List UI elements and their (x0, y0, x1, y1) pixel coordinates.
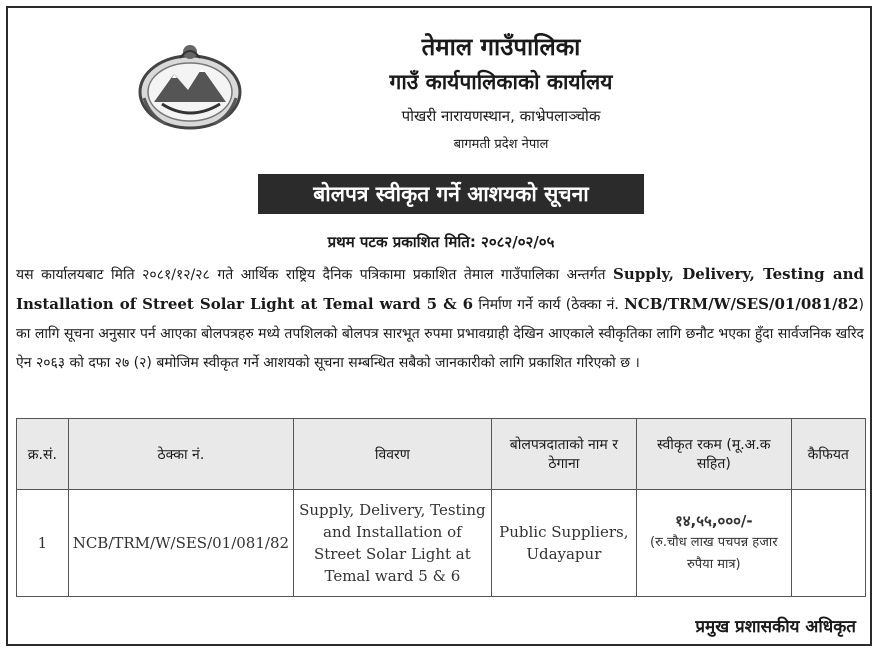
contract-number: NCB/TRM/W/SES/01/081/82 (624, 295, 859, 313)
office-name: तेमाल गाउँपालिका (421, 33, 581, 61)
body-text-part3: ) का लागि सूचना अनुसार पर्न आएका बोलपत्रहरु मध्ये तपशिलको बोलपत्र सारभूत रुपमा प्रभावग्राही देखिन आएकाले स्वीकृतिका लागि छनौट भएका हुँदा सार्वजनिक खरिद ऐन २०६३ को दफा २७ (२) बमोजिम स्वीकृत गर्ने आशयको सूचना सम्बन्धित सबैको जानकारीको लागि प्रकाशित गरिएको छ । (16, 297, 864, 371)
province-name: बागमती प्रदेश नेपाल (453, 137, 549, 152)
body-text-part1: यस कार्यालयबाट मिति २०८१/१२/२८ गते आर्थिक राष्ट्रिय दैनिक पत्रिकामा प्रकाशित तेमाल गाउँपालिका अन्तर्गत (16, 267, 614, 283)
header-bidder: बोलपत्रदाताको नाम र ठेगाना (491, 419, 636, 490)
header-remarks: कैफियत (791, 419, 865, 490)
project-name: Supply, Delivery, Testing and Installation of Street Solar Light at Temal ward 5 & 6 (16, 265, 864, 313)
table-row (17, 490, 866, 597)
cell-amount (637, 490, 792, 597)
table-header-row (17, 419, 866, 490)
notice-body (16, 260, 864, 378)
amount-in-words: (रु.चौध लाख पचपन्न हजार रुपैया मात्र) (650, 535, 778, 572)
notice-frame (6, 6, 872, 646)
notice-title: बोलपत्र स्वीकृत गर्ने आशयको सूचना (258, 174, 644, 214)
cell-remarks (791, 490, 865, 597)
cell-bidder: Public Suppliers, Udayapur (491, 490, 636, 597)
department-name: गाउँ कार्यपालिकाको कार्यालय (389, 70, 613, 94)
header-sn: क्र.सं. (17, 419, 69, 490)
cell-description: Supply, Delivery, Testing and Installation of Street Solar Light at Temal ward 5 & 6 (294, 490, 492, 597)
cell-sn: 1 (17, 490, 69, 597)
amount-figure: १४,५५,०००/- (674, 512, 753, 530)
header-contract-no: ठेक्का नं. (68, 419, 293, 490)
header-description: विवरण (294, 419, 492, 490)
header-amount: स्वीकृत रकम (मू.अ.क सहित) (637, 419, 792, 490)
publication-date: प्रथम पटक प्रकाशित मिति: २०८२/०२/०५ (327, 233, 555, 251)
signatory-title: प्रमुख प्रशासकीय अधिकृत (695, 617, 856, 637)
office-address: पोखरी नारायणस्थान, काभ्रेपलाञ्चोक (401, 107, 601, 125)
bid-table (16, 418, 866, 597)
body-text-part2: निर्माण गर्ने कार्य (ठेक्का नं. (473, 297, 625, 313)
cell-contract-no: NCB/TRM/W/SES/01/081/82 (68, 490, 293, 597)
